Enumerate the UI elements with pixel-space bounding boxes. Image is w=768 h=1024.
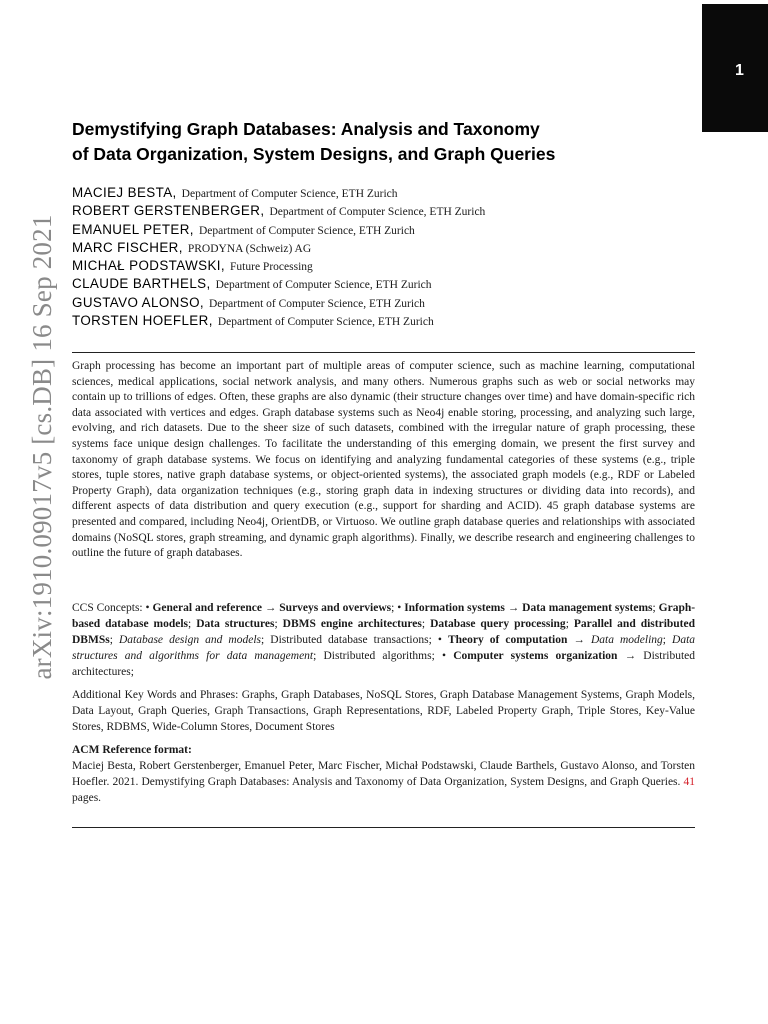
author-name: MICHAŁ PODSTAWSKI, xyxy=(72,258,226,274)
author-list xyxy=(72,184,702,330)
additional-keywords: Additional Key Words and Phrases: Graphs, Graph Databases, NoSQL Stores, Graph Database Management Systems, Graph Models, Data Layout, Graph Queries, Graph Transactions, Graph Representations, RDF, Labeled Property Graph, Triple Stores, Key-Value Stores, RDBMS, Wide-Column Stores, Document Stores xyxy=(72,689,695,733)
author-name: EMANUEL PETER, xyxy=(72,221,194,237)
page-number-tab xyxy=(702,4,768,132)
paper-title xyxy=(72,117,692,167)
paper-title-line-1: Demystifying Graph Databases: Analysis and Taxonomy xyxy=(72,119,540,139)
author-entry xyxy=(72,312,702,330)
ccs-concepts: CCS Concepts: • General and reference → Surveys and overviews; • Information systems → Data management systems; Graph-based database models; Data structures; DBMS engine architectures; Database query processing; Parallel and distributed DBMSs; Database design and models; Distributed database transactions; • Theory of computation → Data modeling; Data structures and algorithms for data management; Distributed algorithms; • Computer systems organization → Distributed architectures; xyxy=(72,602,696,678)
author-affiliation: Future Processing xyxy=(230,261,313,274)
acm-reference-body: Maciej Besta, Robert Gerstenberger, Emanuel Peter, Marc Fischer, Michał Podstawski, Claude Barthels, Gustavo Alonso, and Torsten Hoefler. 2021. Demystifying Graph Databases: Analysis and Taxonomy of Data Organization, System Designs, and Graph Queries. 41 pages. xyxy=(72,760,696,804)
author-entry xyxy=(72,221,702,239)
paper-title-line-2: of Data Organization, System Designs, and Graph Queries xyxy=(72,144,556,164)
author-entry xyxy=(72,257,702,275)
author-name: TORSTEN HOEFLER, xyxy=(72,313,213,329)
acm-reference-format xyxy=(72,742,695,806)
author-name: MARC FISCHER, xyxy=(72,239,183,255)
page-count-link[interactable]: 41 xyxy=(683,776,696,788)
author-name: GUSTAVO ALONSO, xyxy=(72,294,204,310)
author-entry xyxy=(72,202,702,220)
top-divider xyxy=(72,352,695,353)
bottom-divider xyxy=(72,827,695,828)
arxiv-identifier-stamp xyxy=(22,200,62,694)
author-entry xyxy=(72,184,702,202)
author-affiliation: Department of Computer Science, ETH Zurich xyxy=(217,316,434,329)
author-entry xyxy=(72,239,702,257)
abstract: Graph processing has become an important part of multiple areas of computer science, such as machine learning, computational sciences, medical applications, social network analysis, and many others. Numerous graphs such as web or social networks may contain up to trillions of edges. Often, these graphs are also dynamic (their structure changes over time) and have domain-specific rich data associated with vertices and edges. Graph database systems such as Neo4j enable storing, processing, and analyzing such large, evolving, and rich datasets. Due to the sheer size of such datasets, combined with the irregular nature of graph processing, these systems face unique design challenges. To facilitate the understanding of this emerging domain, we present the first survey and taxonomy of graph database systems. We focus on identifying and analyzing fundamental categories of these systems (e.g., triple stores, tuple stores, native graph database systems, or object-oriented systems), the associated graph models (e.g., RDF or Labeled Property Graph), data organization techniques (e.g., storing graph data in indexing structures or dividing data into records), and different aspects of data distribution and query execution (e.g., support for sharding and ACID). 45 graph database systems are presented and compared, including Neo4j, OrientDB, or Virtuoso. We outline graph database queries and relationships with associated domains (NoSQL stores, graph streaming, and dynamic graph algorithms). Finally, we describe research and engineering challenges to outline the future of graph databases. xyxy=(72,360,695,560)
page-number: 1 xyxy=(735,62,744,79)
author-affiliation: Department of Computer Science, ETH Zurich xyxy=(215,279,432,292)
author-entry xyxy=(72,275,702,293)
author-affiliation: Department of Computer Science, ETH Zurich xyxy=(209,297,425,310)
author-name: CLAUDE BARTHELS, xyxy=(72,276,211,292)
author-affiliation: PRODYNA (Schweiz) AG xyxy=(187,242,312,255)
author-entry xyxy=(72,294,702,312)
author-affiliation: Department of Computer Science, ETH Zurich xyxy=(181,188,398,200)
author-name: ROBERT GERSTENBERGER, xyxy=(72,203,265,219)
acm-reference-heading: ACM Reference format: xyxy=(72,744,192,756)
author-affiliation: Department of Computer Science, ETH Zurich xyxy=(198,224,415,237)
author-name: MACIEJ BESTA, xyxy=(72,185,177,200)
author-affiliation: Department of Computer Science, ETH Zurich xyxy=(269,206,486,219)
arxiv-identifier-text: arXiv:1910.09017v5 [cs.DB] 16 Sep 2021 xyxy=(27,214,57,680)
